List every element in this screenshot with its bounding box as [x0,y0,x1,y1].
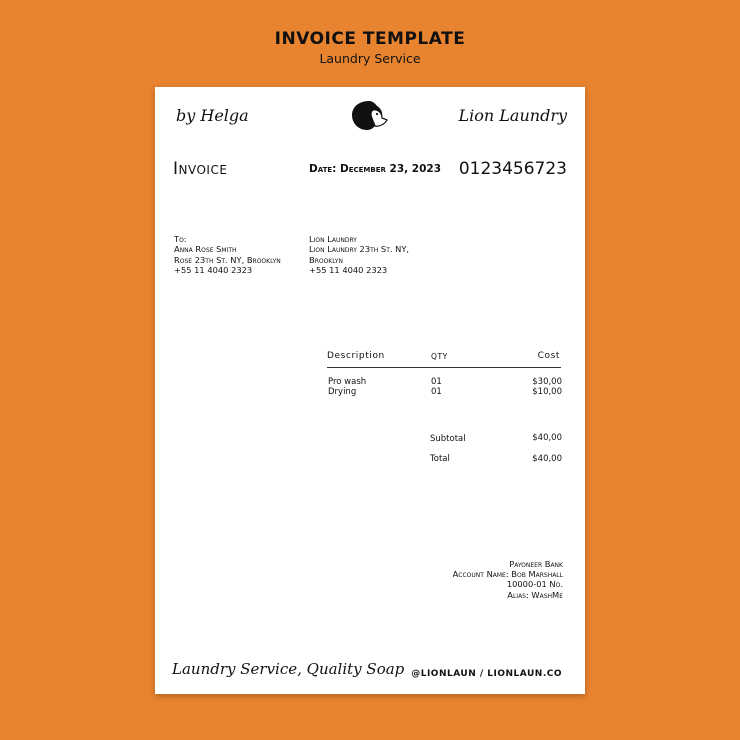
payment-alias: Alias: WashMe [507,589,563,600]
brand-name: Lion Laundry [458,106,567,125]
invoice-number: 0123456723 [458,159,567,179]
tagline: Laundry Service, Quality Soap [172,660,405,678]
column-header-description: Description [327,351,385,361]
from-block [309,234,409,275]
bill-to-phone: +55 11 4040 2323 [174,264,253,275]
table-row-description: Pro wash [328,377,367,387]
page-subtitle: Laundry Service [319,51,421,66]
table-row-qty: 01 [431,387,442,397]
bill-to-address: Rose 23th St. NY, Brooklyn [174,254,281,265]
table-divider [327,367,561,368]
social-handle: @LIONLAUN / LIONLAUN.CO [411,669,562,679]
from-phone: +55 11 4040 2323 [309,264,388,275]
cost-column [532,377,562,397]
payment-info [453,559,563,600]
table-row-qty: 01 [431,377,442,387]
bill-to-block [174,234,281,275]
total-label: Total [430,454,450,464]
invoice-sheet [155,87,585,694]
lion-head-icon [349,99,391,133]
page-title: INVOICE TEMPLATE [274,29,466,49]
bill-to-name: Anna Rose Smith [174,244,237,255]
description-column [328,377,366,397]
invoice-title: Invoice [173,159,228,179]
total-value: $40,00 [532,454,562,464]
invoice-date: Date: December 23, 2023 [309,163,442,175]
from-company: Lion Laundry [309,234,357,244]
payment-account-name: Account Name: Bob Marshall [452,569,563,580]
table-row-description: Drying [328,387,357,397]
column-header-cost: Cost [537,351,560,361]
payment-account-number: 10000-01 No. [506,579,563,590]
table-row-cost: $30,00 [532,377,562,387]
bill-to-label: To: [174,234,187,244]
subtotal-value: $40,00 [532,433,562,443]
qty-column [431,377,442,397]
from-address-line2: Brooklyn [309,254,343,265]
subtotal-label: Subtotal [430,434,466,444]
from-address-line1: Lion Laundry 23th St. NY, [309,244,410,255]
column-header-qty: QTY [431,352,448,361]
table-row-cost: $10,00 [532,387,562,397]
author-signature: by Helga [176,106,249,125]
payment-bank: Payoneer Bank [509,559,563,569]
